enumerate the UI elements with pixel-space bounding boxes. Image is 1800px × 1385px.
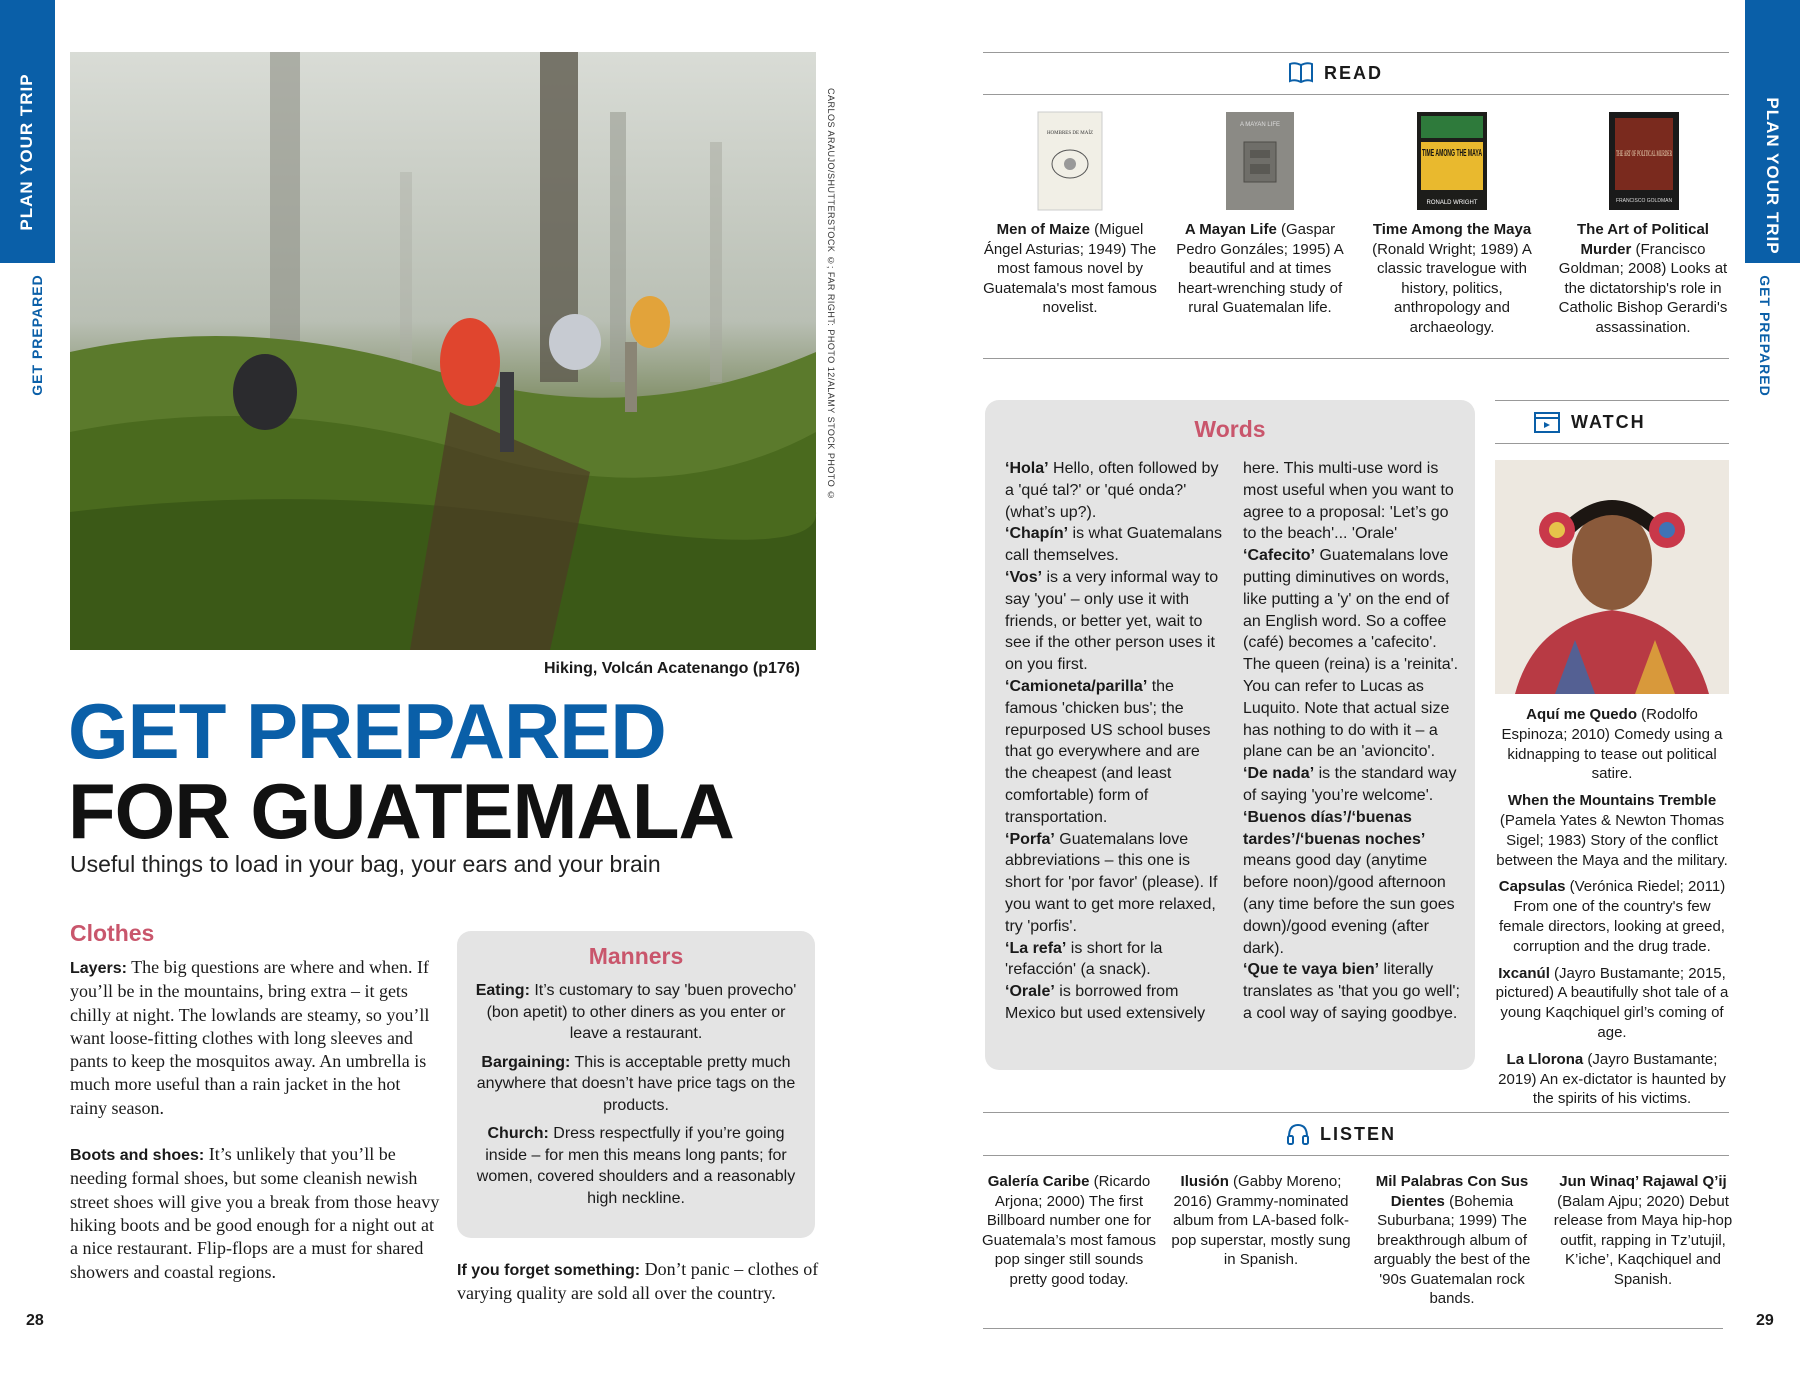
word-entry (1243, 959, 1463, 1024)
album-title: Ilusión (1180, 1173, 1229, 1190)
film-entry (1493, 1050, 1731, 1109)
word-text: Guatemalans love abbreviations – this one is short for 'por favor' (please). If you want to get more relaxed, try 'porfis'. (1005, 830, 1218, 935)
clothes-term: Layers: (70, 960, 127, 977)
book-title: Men of Maize (996, 221, 1090, 238)
cover-title: HOMBRES DE MAÍZ (1046, 131, 1094, 136)
book-text: (Miguel Ángel Asturias; 1949) The most famous novel by Guatemala's most famous novelist. (983, 221, 1157, 316)
page-subtitle: Useful things to load in your bag, your ears and your brain (70, 851, 661, 877)
headphones-icon (1286, 1122, 1310, 1146)
manners-term: Eating: (475, 982, 530, 999)
album-title: Jun Winaq’ Rajawal Q’ij (1559, 1173, 1727, 1190)
clapperboard-icon (1533, 410, 1561, 434)
read-heading (1288, 61, 1383, 85)
cover-author: RONALD WRIGHT (1426, 200, 1478, 206)
word-text: here. This multi-use word is most useful when you want to agree to a proposal: 'Let’s go to the beach'... 'Orale' (1243, 460, 1454, 543)
clothes-item (70, 1143, 440, 1284)
word-entry (1005, 458, 1225, 523)
manners-text: It’s customary to say 'buen provecho' (bon apetit) to other diners as you enter or leave a restaurant. (486, 982, 797, 1042)
left-plan-your-trip-label: PLAN YOUR TRIP (17, 73, 36, 231)
word-text: literally translates as 'that you go well'; a cool way of saying goodbye. (1243, 961, 1460, 1022)
word-text: is what Guatemalans call themselves. (1005, 525, 1222, 565)
word-text: the famous 'chicken bus'; the repurposed US school buses that go everywhere and are the cheapest (and least comfortable) form of transportation. (1005, 677, 1211, 826)
book-title: Time Among the Maya (1372, 221, 1532, 238)
clothes-section (70, 956, 440, 1307)
album-entry (1362, 1172, 1542, 1309)
word-term: ‘Chapín’ (1005, 525, 1069, 543)
film-title: Ixcanúl (1498, 964, 1550, 982)
cover-title: A MAYAN LIFE (1239, 122, 1281, 128)
words-column-2 (1243, 458, 1463, 1025)
photo-caption: Hiking, Volcán Acatenango (p176) (543, 660, 800, 677)
page-number-right: 29 (1756, 1312, 1774, 1329)
clothes-text: The big questions are where and when. If you’ll be in the mountains, bring extra – it gets chilly at night. The lowlands are steamy, so you’ll want loose-fitting clothes with long sleeves and pants to keep the mosquitos away. An umbrella is much more useful than a rain jacket in the hot rainy season. (70, 957, 430, 1118)
words-box (985, 400, 1475, 1070)
watch-heading (1533, 410, 1646, 434)
book-entry (1363, 220, 1541, 337)
word-term: ‘Que te vaya bien’ (1243, 961, 1380, 979)
cover-title: TIME AMONG THE MAYA (1422, 148, 1482, 159)
manners-text: This is acceptable pretty much anywhere that doesn’t have price tags on the products. (476, 1053, 796, 1114)
forget-text: Don’t panic – clothes of varying quality are sold all over the country. (457, 1259, 819, 1304)
book-text: (Gaspar Pedro Gonzáles; 1995) A beautiful and at times heart-wrenching study of rural Guatemalan life. (1176, 221, 1344, 316)
word-term: ‘Porfa’ (1005, 830, 1055, 848)
film-text: (Pamela Yates & Newton Thomas Sigel; 1983) Story of the conflict between the Maya and the military. (1496, 811, 1728, 869)
film-title: Capsulas (1498, 878, 1566, 896)
manners-item (475, 980, 797, 1045)
watch-top-rule (1495, 400, 1729, 401)
word-entry (1005, 829, 1225, 938)
left-get-prepared-label: GET PREPARED (29, 274, 45, 396)
album-entry (979, 1172, 1159, 1289)
watch-bottom-rule (1495, 443, 1729, 444)
words-column-1 (1005, 458, 1225, 1025)
manners-term: Church: (487, 1125, 549, 1142)
film-text: (Jayro Bustamante; 2019) An ex-dictator is haunted by the spirits of his victims. (1498, 1050, 1726, 1108)
film-entry (1493, 705, 1731, 784)
film-text: (Jayro Bustamante; 2015, pictured) A beautifully shot tale of a young Kaqchiquel girl’s coming of age. (1495, 964, 1729, 1041)
word-term: ‘Vos’ (1005, 568, 1043, 586)
word-entry (1243, 763, 1463, 807)
page-number-left: 28 (26, 1312, 44, 1329)
listen-bottom-rule (983, 1155, 1729, 1156)
film-title: When the Mountains Tremble (1507, 792, 1717, 810)
word-entry (1005, 523, 1225, 567)
listen-top-rule (983, 1112, 1729, 1113)
film-title: Aquí me Quedo (1526, 706, 1637, 723)
word-entry (1243, 807, 1463, 960)
film-text: (Rodolfo Espinoza; 2010) Comedy using a kidnapping to tease out political satire. (1501, 706, 1723, 783)
word-term: ‘Buenos días’/‘buenas tardes’/‘buenas noches’ (1243, 808, 1426, 848)
word-text: means good day (anytime before noon)/good afternoon (any time before the sun goes down)/good evening (after dark). (1243, 852, 1455, 957)
book-title: A Mayan Life (1184, 221, 1277, 238)
forget-note (457, 1258, 827, 1306)
word-entry (1243, 458, 1463, 545)
film-text: (Verónica Riedel; 2011) From one of the country's few female directors, looking at greed, corruption and the drug trade. (1499, 878, 1726, 955)
listen-heading-label: LISTEN (1320, 1123, 1397, 1144)
manners-box (457, 931, 815, 1238)
word-entry (1005, 676, 1225, 829)
album-entry (1171, 1172, 1351, 1270)
cover-author: FRANCISCO GOLDMAN (1615, 198, 1673, 204)
right-plan-your-trip-label: PLAN YOUR TRIP (1763, 97, 1782, 255)
page-title-line2: FOR GUATEMALA (68, 767, 734, 855)
read-end-rule (983, 358, 1729, 359)
clothes-term: Boots and shoes: (70, 1147, 205, 1165)
book-cover-men-of-maize (1038, 112, 1102, 210)
cover-title: THE ART OF POLITICAL MURDER (1616, 149, 1673, 158)
word-term: ‘Cafecito’ (1243, 547, 1316, 565)
book-text: (Francisco Goldman; 2008) Looks at the dictatorship's role in Catholic Bishop Gerardi's assassination. (1558, 240, 1728, 336)
words-heading: Words (1194, 416, 1266, 442)
album-text: (Bohemia Suburbana; 1999) The breakthrough album of arguably the best of the '90s Guatemalan rock bands. (1373, 1192, 1531, 1307)
word-text: Guatemalans love putting diminutives on words, like putting a 'y' on the end of an English word. So a coffee (café) becomes a 'cafecito'. The queen (reina) is a 'reinita'. You can refer to Lucas as Luquito. Note that actual size has nothing to do with it – a plane can be an 'avioncito'. (1243, 547, 1459, 761)
read-bottom-rule (983, 94, 1729, 95)
book-title: The Art of Political Murder (1577, 221, 1709, 258)
photo-credit: CARLOS ARAUJO/SHUTTERSTOCK ©; FAR RIGHT: PHOTO 12/ALAMY STOCK PHOTO © (826, 88, 836, 501)
manners-heading: Manners (588, 943, 684, 969)
manners-term: Bargaining: (481, 1053, 571, 1071)
word-entry (1005, 981, 1225, 1025)
book-icon (1288, 61, 1314, 85)
album-text: (Gabby Moreno; 2016) Grammy-nominated album from LA-based folk-pop superstar, mostly sung in Spanish. (1171, 1173, 1351, 1268)
word-term: ‘Hola’ (1005, 460, 1049, 477)
page-title-line1: GET PREPARED (68, 687, 666, 775)
book-entry (1554, 220, 1732, 337)
word-text: is the standard way of saying 'you’re welcome'. (1243, 765, 1457, 804)
read-heading-label: READ (1324, 62, 1384, 83)
read-top-rule (983, 52, 1729, 53)
word-term: ‘La refa’ (1005, 939, 1067, 957)
listen-heading (1286, 1122, 1396, 1146)
word-entry (1005, 567, 1225, 676)
word-entry (1005, 938, 1225, 982)
word-text: is borrowed from Mexico but used extensively (1005, 983, 1206, 1022)
right-get-prepared-label: GET PREPARED (1757, 275, 1773, 397)
watch-heading-label: WATCH (1571, 411, 1646, 432)
book-cover-the-art-of-political-murder (1609, 112, 1679, 210)
listen-end-rule (983, 1328, 1723, 1329)
album-entry (1553, 1172, 1733, 1289)
film-still-portrait (1495, 460, 1729, 694)
clothes-item (70, 956, 440, 1120)
album-text: (Ricardo Arjona; 2000) The first Billboard number one for Guatemala’s most famous pop singer still sounds pretty good today. (982, 1173, 1156, 1288)
word-term: ‘Orale’ (1005, 983, 1055, 1001)
manners-text: Dress respectfully if you’re going inside – for men this means long pants; for women, covered shoulders and a reasonably high neckline. (476, 1125, 796, 1207)
film-list (1493, 705, 1731, 1116)
album-title: Mil Palabras Con Sus Dientes (1375, 1173, 1529, 1210)
clothes-text: It’s unlikely that you’ll be needing formal shoes, but some cleanish newish street shoes will give you a break from those heavy hiking boots and be good enough for a night out at a nice restaurant. Flip-flops are a must for shared showers and coastal regions. (70, 1144, 440, 1282)
word-text: Hello, often followed by a 'qué tal?' or 'qué onda?' (what’s up?). (1005, 460, 1219, 521)
manners-item (475, 1123, 797, 1209)
book-entry (981, 220, 1159, 318)
word-entry (1243, 545, 1463, 763)
book-cover-a-mayan-life (1226, 112, 1294, 210)
film-entry (1493, 964, 1731, 1043)
album-text: (Balam Ajpu; 2020) Debut release from Maya hip-hop outfit, rapping in Tz’utujil, K’iche’, Kaqchiquel and Spanish. (1553, 1192, 1733, 1288)
hiking-photo (70, 52, 816, 650)
word-term: ‘Camioneta/parilla’ (1005, 677, 1148, 695)
forget-term: If you forget something: (457, 1262, 641, 1279)
book-cover-time-among-the-maya (1417, 112, 1487, 210)
word-term: ‘De nada’ (1243, 765, 1315, 783)
book-text: (Ronald Wright; 1989) A classic travelogue with history, politics, anthropology and archaeology. (1372, 240, 1532, 336)
film-title: La Llorona (1506, 1050, 1584, 1068)
book-entry (1171, 220, 1349, 318)
clothes-heading: Clothes (70, 920, 155, 946)
word-text: is a very informal way to say 'you' – only use it with friends, or better yet, wait to see if the other person uses it on you first. (1005, 568, 1219, 674)
film-entry (1493, 877, 1731, 956)
manners-item (475, 1052, 797, 1117)
film-entry (1493, 791, 1731, 870)
word-text: is short for la 'refacción' (a snack). (1005, 939, 1163, 979)
album-title: Galería Caribe (987, 1173, 1090, 1190)
